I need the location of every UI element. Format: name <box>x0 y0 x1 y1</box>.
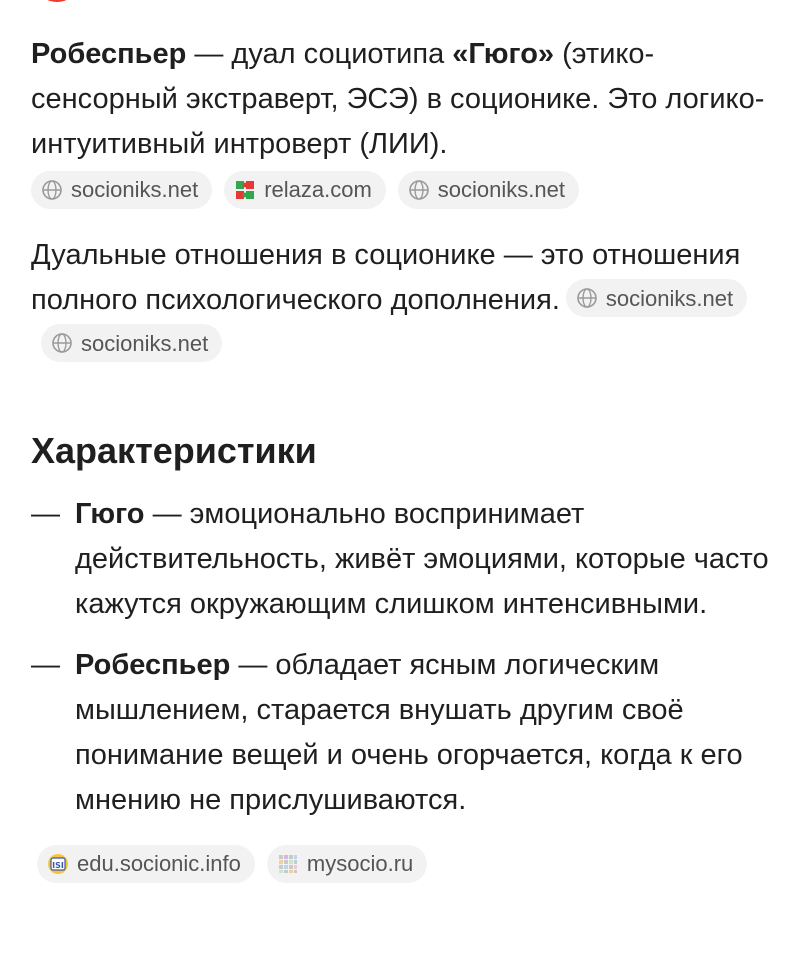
source-chip[interactable] <box>31 171 212 209</box>
globe-icon <box>408 179 430 201</box>
intro-paragraph <box>31 32 776 167</box>
source-label: socioniks.net <box>605 285 734 311</box>
source-chips-1 <box>31 171 776 209</box>
list-item-description: — обладает ясным логическим мышлением, старается внушать другим своё понимание вещей и очень огорчается, когда к его мнению не прислушиваются. <box>75 649 743 816</box>
source-chip[interactable] <box>224 171 386 209</box>
list-dash: — <box>31 649 60 681</box>
list-item-term: Робеспьер <box>75 649 231 681</box>
source-label: socioniks.net <box>71 177 199 202</box>
term-robespierre: Робеспьер <box>31 38 187 70</box>
source-chip[interactable] <box>267 845 427 883</box>
source-chip[interactable] <box>41 324 222 362</box>
svg-text:ISI: ISI <box>52 861 64 870</box>
list-item-description: — эмоционально воспринимает действительность, живёт эмоциями, которые часто кажутся окружающим слишком интенсивными. <box>75 498 769 620</box>
source-chip[interactable] <box>566 279 747 317</box>
source-label: mysocio.ru <box>306 851 414 876</box>
grid-icon <box>277 853 299 875</box>
isi-logo-icon <box>47 853 69 875</box>
characteristics-list <box>31 492 776 823</box>
source-chip[interactable] <box>37 845 255 883</box>
list-item-text <box>75 643 776 823</box>
list-item-term: Гюго <box>75 498 145 530</box>
source-label: socioniks.net <box>81 330 209 356</box>
source-chips-3 <box>37 845 776 883</box>
globe-icon <box>51 332 73 354</box>
intro-text-2: (этико-сенсорный экстраверт, ЭСЭ) в соционике. Это логико-интуитивный интроверт (ЛИИ). <box>31 38 765 160</box>
section-heading: Характеристики <box>31 430 317 471</box>
list-item-text <box>75 492 776 627</box>
source-label: relaza.com <box>264 177 372 202</box>
answer-content <box>31 32 776 883</box>
list-dash: — <box>31 498 60 530</box>
dual-paragraph <box>31 233 776 368</box>
globe-icon <box>41 179 63 201</box>
source-chip[interactable] <box>398 171 579 209</box>
list-item <box>31 643 776 823</box>
brand-mark <box>40 0 74 2</box>
globe-icon <box>576 287 598 309</box>
list-item <box>31 492 776 627</box>
dual-text: Дуальные отношения в соционике — это отношения полного психологического дополнения. <box>31 239 741 316</box>
intro-text-1: — дуал социотипа <box>186 38 453 70</box>
puzzle-icon <box>234 179 256 201</box>
term-hugo: «Гюго» <box>452 38 555 70</box>
source-label: edu.socionic.info <box>77 851 241 876</box>
source-label: socioniks.net <box>437 177 565 202</box>
